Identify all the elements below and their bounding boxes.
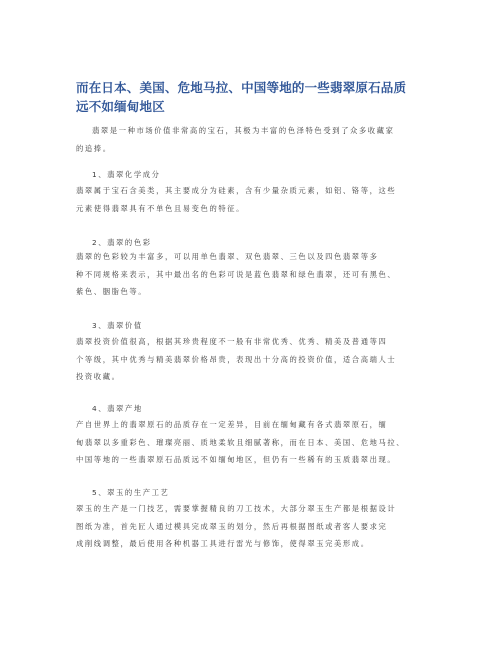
intro-paragraph xyxy=(76,122,436,157)
paragraph-line: 翠玉的生产是一门技艺，需要掌握精良的刀工技术，大部分翠玉生产都是根据设计 xyxy=(76,504,397,513)
title-line-2: 远不如缅甸地区 xyxy=(76,99,165,114)
section-heading-color: 2、翡翠的色彩 xyxy=(92,238,152,247)
section-body-craft xyxy=(76,500,436,553)
title-line-1: 而在日本、美国、危地马拉、中国等地的一些翡翠原石品质 xyxy=(76,80,407,95)
paragraph-line: 种不同规格来表示，其中最出名的色彩可说是蓝色翡翠和绿色翡翠，还可有黑色、 xyxy=(76,269,397,279)
section-body-value xyxy=(76,333,436,386)
paragraph-line: 中国等地的一些翡翠原石品质远不如缅甸地区，但仍有一些稀有的玉质翡翠出现。 xyxy=(76,455,397,464)
section-heading-composition: 1、翡翠化学成分 xyxy=(92,170,161,179)
paragraph-line: 产自世界上的翡翠原石的品质存在一定差异，目前在缅甸藏有各式翡翠原石，缅 xyxy=(76,420,388,429)
paragraph-line: 图纸为准，首先匠人通过模具完成翠玉的划分，然后再根据图纸或者客人要求完 xyxy=(76,521,388,531)
paragraph-line: 个等级，其中优秀与精美翡翠价格昂贵，表现出十分高的投资价值，适合高端人士 xyxy=(76,354,397,364)
paragraph-line: 翡翠投资价值很高，根据其珍贵程度不一般有非常优秀、优秀、精美及普通等四 xyxy=(76,337,388,346)
paragraph-line: 翡翠属于宝石含美类，其主要成分为硅素，含有少量杂质元素，如铝、铬等，这些 xyxy=(76,186,397,195)
intro-line-1: 翡翠是一种市场价值非常高的宝石，其极为丰富的色泽特色受到了众多收藏家 xyxy=(92,126,395,135)
paragraph-line: 甸翡翠以多重彩色、璀璨亮丽、质地柔软且细腻著称，而在日本、美国、危地马拉、 xyxy=(76,437,406,447)
document-title xyxy=(76,78,466,116)
paragraph-line: 成削线调整，最后使用各种机器工具进行雷光与修饰，使得翠玉完美形成。 xyxy=(76,539,370,548)
paragraph-line: 翡翠的色彩较为丰富多，可以用单色翡翠、双色翡翠、三色以及四色翡翠等多 xyxy=(76,252,379,261)
section-body-color xyxy=(76,248,436,301)
section-heading-value: 3、翡翠价值 xyxy=(92,321,143,330)
paragraph-line: 元素使得翡翠具有不单色且易变色的特征。 xyxy=(76,203,246,213)
section-heading-craft: 5、翠玉的生产工艺 xyxy=(92,488,170,497)
paragraph-line: 投资收藏。 xyxy=(76,372,121,381)
section-body-composition xyxy=(76,182,436,217)
paragraph-line: 紫色、胭脂色等。 xyxy=(76,287,148,296)
section-heading-origin: 4、翡翠产地 xyxy=(92,404,143,413)
intro-line-2: 的追捧。 xyxy=(76,143,112,153)
section-body-origin xyxy=(76,416,436,469)
